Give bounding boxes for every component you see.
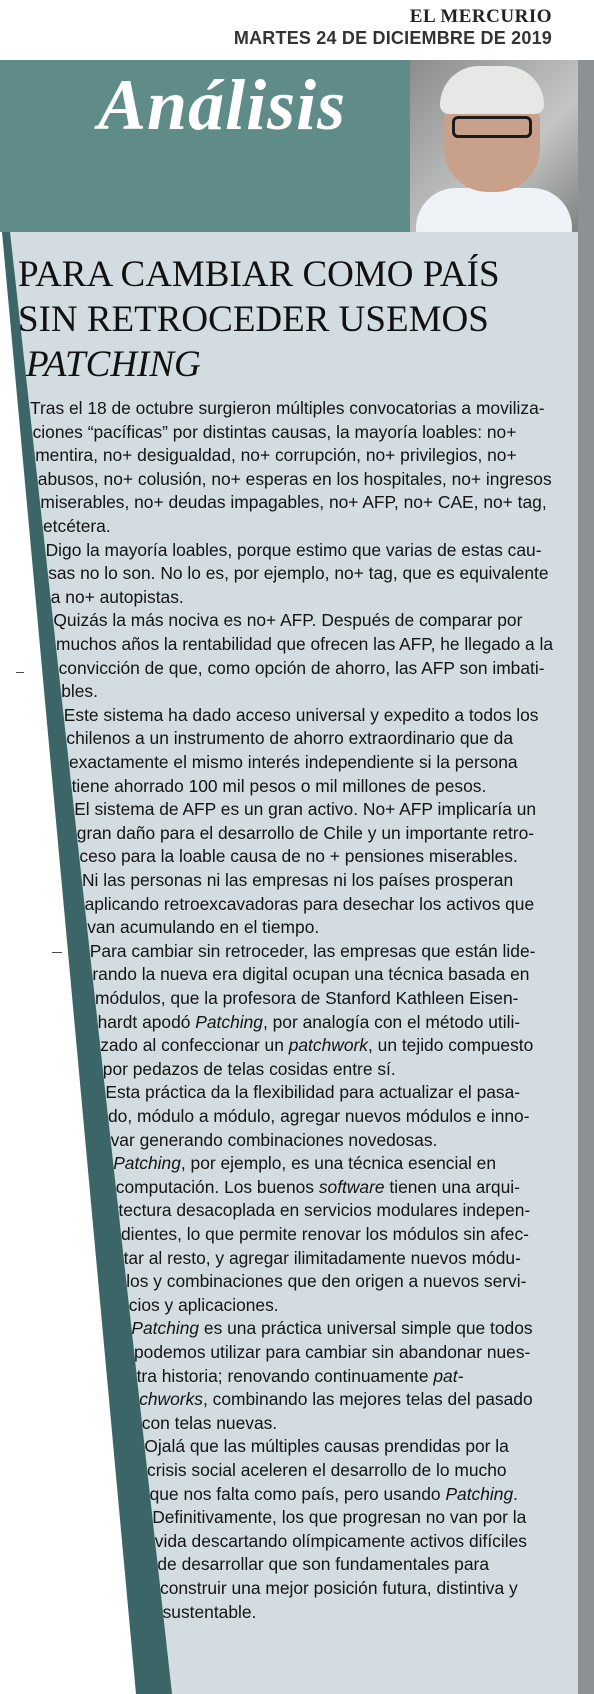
body-line: Patching, por ejemplo, es una técnica esencial en — [113, 1153, 497, 1174]
body-line: los y combinaciones que den origen a nuevos servi- — [126, 1271, 527, 1292]
body-line: computación. Los buenos software tienen una arqui- — [115, 1176, 520, 1197]
body-line: rando la nueva era digital ocupan una técnica basada en — [92, 964, 530, 985]
headline-line: PATCHING — [26, 344, 201, 385]
body-line: chilenos a un instrumento de ahorro extraordinario que da — [66, 728, 514, 749]
body-line: Para cambiar sin retroceder, las empresas que están lide- — [89, 940, 536, 961]
section-title: Análisis — [98, 65, 347, 145]
publication-date: MARTES 24 DE DICIEMBRE DE 2019 — [233, 28, 552, 48]
body-line: sustentable. — [162, 1601, 257, 1622]
photo-glasses — [452, 116, 532, 138]
photo-shirt — [416, 188, 572, 232]
body-line: Definitivamente, los que progresan no van por la — [152, 1507, 527, 1528]
body-line: por pedazos de telas cosidas entre sí. — [102, 1058, 396, 1079]
body-line: chworks, combinando las mejores telas del pasado — [139, 1389, 533, 1410]
body-line: cios y aplicaciones. — [128, 1294, 279, 1315]
body-line: tar al resto, y agregar ilimitadamente nuevos módu- — [123, 1247, 521, 1268]
body-line: podemos utilizar para cambiar sin abandonar nues- — [134, 1342, 531, 1362]
body-line: Este sistema ha dado acceso universal y expedito a todos los — [63, 704, 539, 725]
body-line: hardt apodó Patching, por analogía con el método utili- — [97, 1011, 521, 1032]
body-line: gran daño para el desarrollo de Chile y un importante retro- — [76, 822, 535, 843]
body-line: muchos años la rentabilidad que ofrecen las AFP, he llegado a la — [56, 634, 553, 654]
body-line: ceso para la loable causa de no + pensiones miserables. — [79, 846, 518, 867]
body-line: tra historia; renovando continuamente pat- — [136, 1365, 464, 1386]
headline-line: SIN RETROCEDER USEMOS — [18, 299, 489, 340]
body-line: Quizás la más nociva es no+ AFP. Después de comparar por — [53, 610, 523, 631]
body-line: mentira, no+ desigualdad, no+ corrupción, no+ privilegios, no+ — [35, 445, 517, 466]
body-line: miserables, no+ deudas impagables, no+ AFP, no+ CAE, no+ tag, — [40, 492, 547, 513]
body-line: Ojalá que las múltiples causas prendidas por la — [144, 1436, 509, 1457]
margin-tick — [52, 952, 62, 953]
body-line: do, módulo a módulo, agregar nuevos módulos e inno- — [108, 1106, 530, 1126]
author-photo — [410, 60, 578, 232]
body-line: aplicando retroexcavadoras para desechar los activos que — [84, 893, 535, 914]
newspaper-name: EL MERCURIO — [409, 6, 552, 27]
body-line: construir una mejor posición futura, distintiva y — [160, 1578, 518, 1598]
body-line: a no+ autopistas. — [50, 586, 184, 607]
body-line: Esta práctica da la flexibilidad para actualizar el pasa- — [105, 1082, 521, 1103]
body-line: abusos, no+ colusión, no+ esperas en los hospitales, no+ ingresos — [37, 468, 552, 489]
body-line: convicción de que, como opción de ahorro, las AFP son imbati- — [58, 657, 545, 678]
right-page-border — [578, 60, 594, 1694]
body-line: bles. — [61, 681, 98, 702]
body-line: de desarrollar que son fundamentales para — [157, 1554, 489, 1575]
body-line: etcétera. — [43, 516, 111, 536]
body-line: tectura desacoplada en servicios modulares indepen- — [118, 1200, 531, 1221]
body-line: crisis social aceleren el desarrollo de lo mucho — [147, 1460, 507, 1480]
body-line: Ni las personas ni las empresas ni los países prosperan — [82, 870, 514, 890]
headline-line: PARA CAMBIAR COMO PAÍS — [18, 254, 500, 295]
body-line: El sistema de AFP es un gran activo. No+ AFP implicaría un — [74, 799, 537, 820]
newspaper-header — [0, 0, 594, 60]
body-line: Digo la mayoría loables, porque estimo que varias de estas cau- — [45, 539, 542, 560]
body-line: ciones “pacíficas” por distintas causas, la mayoría loables: no+ — [32, 421, 517, 442]
body-line: que nos falta como país, pero usando Patching. — [149, 1483, 518, 1504]
article-headline — [18, 252, 500, 387]
body-line: Tras el 18 de octubre surgieron múltiples convocatorias a moviliza- — [30, 398, 545, 418]
body-line: vida descartando olímpicamente activos difíciles — [154, 1530, 527, 1551]
body-line: dientes, lo que permite renovar los módulos sin afec- — [121, 1224, 529, 1244]
body-line: van acumulando en el tiempo. — [87, 917, 320, 938]
photo-hair — [440, 66, 544, 114]
body-line: sas no lo son. No lo es, por ejemplo, no+ tag, que es equivalente — [48, 563, 549, 584]
body-line: tiene ahorrado 100 mil pesos o mil millones de pesos. — [71, 775, 487, 796]
body-line: var generando combinaciones novedosas. — [110, 1129, 438, 1150]
body-line: exactamente el mismo interés independiente si la persona — [69, 752, 518, 772]
margin-tick — [16, 672, 24, 673]
body-line: con telas nuevas. — [141, 1412, 278, 1433]
body-line: módulos, que la profesora de Stanford Kathleen Eisen- — [95, 988, 519, 1008]
body-line: Patching es una práctica universal simple que todos — [131, 1318, 533, 1339]
body-line: zado al confeccionar un patchwork, un tejido compuesto — [100, 1035, 534, 1056]
